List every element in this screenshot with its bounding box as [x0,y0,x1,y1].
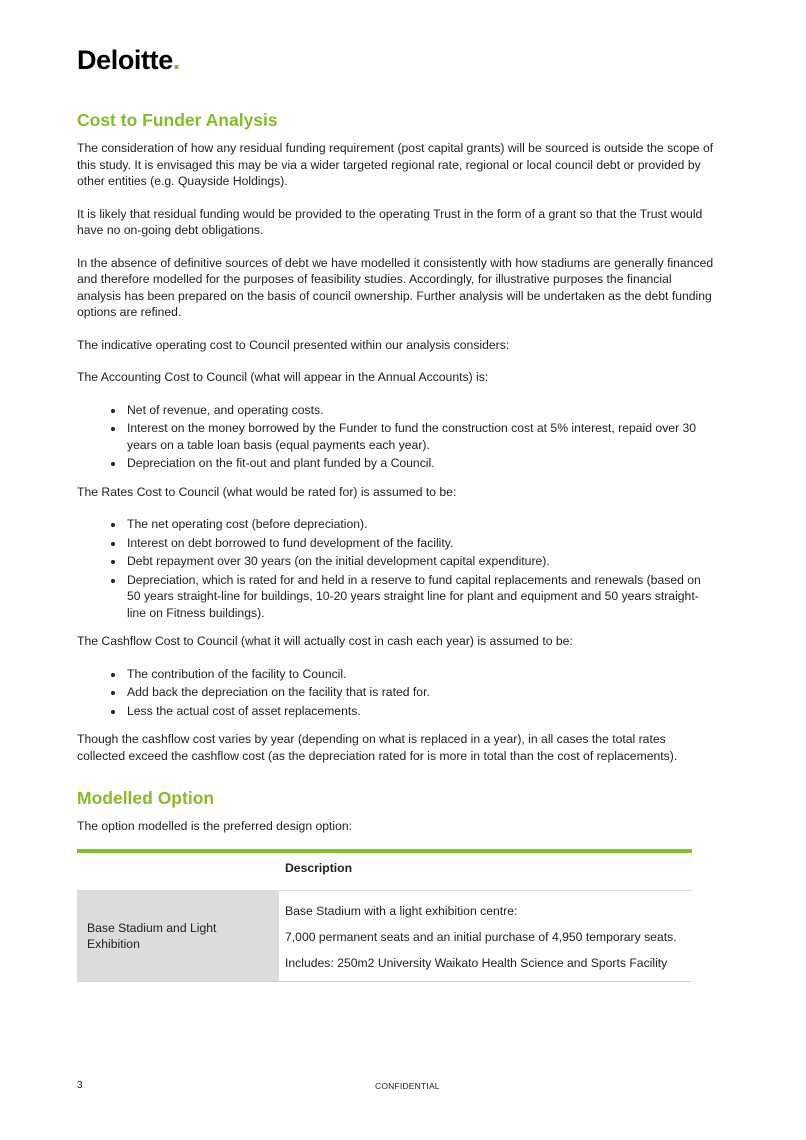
page-number: 3 [77,1080,83,1091]
modelled-option-intro: The option modelled is the preferred design option: [77,819,353,833]
cashflow-cost-intro: The Cashflow Cost to Council (what it will actually cost in cash each year) is assumed to be: [77,634,573,648]
closing-paragraph: Though the cashflow cost varies by year (depending on what is replaced in a year), in all cases the total rates collected exceed the cashflow cost (as the depreciation rated for is more in total than the cost of replacements). [77,732,678,763]
list-item: • Less the actual cost of asset replacements. [125,703,717,720]
header-description: Description [279,851,692,891]
paragraph: In the absence of definitive sources of debt we have modelled it consistently with how stadiums are generally financed and therefore modelled for the purposes of feasibility studies. Accordingly, for illustrative purposes the financial analysis has been prepared on the basis of council ownership. Further analysis will be undertaken as the debt funding options are refined. [77,255,714,319]
list-item: • Interest on the money borrowed by the Funder to fund the construction cost at 5% interest, repaid over 30 years on a table loan basis (equal payments each year). [125,420,717,453]
cashflow-cost-list [77,666,717,720]
table-header-row [77,851,692,891]
paragraph: The consideration of how any residual funding requirement (post capital grants) will be sourced is outside the scope of this study. It is envisaged this may be via a wider targeted regional rate, regional or local council debt or provided by other entities (e.g. Quayside Holdings). [77,141,714,188]
list-item: • The net operating cost (before depreciation). [125,516,717,533]
option-name-cell: Base Stadium and Light Exhibition [77,890,279,981]
accounting-cost-list [77,402,717,472]
description-line: Includes: 250m2 University Waikato Health Science and Sports Facility [285,955,668,970]
paragraph: It is likely that residual funding would be provided to the operating Trust in the form of a grant so that the Trust would have no on-going debt obligations. [77,206,703,237]
logo-dot: . [172,45,180,75]
list-item: • Interest on debt borrowed to fund development of the facility. [125,535,717,552]
list-item: • The contribution of the facility to Council. [125,666,717,683]
deloitte-logo [77,42,180,78]
description-line: 7,000 permanent seats and an initial purchase of 4,950 temporary seats. [285,929,677,944]
main-content [77,108,717,982]
list-item: • Depreciation, which is rated for and held in a reserve to fund capital replacements and renewals (based on 50 years straight-line for buildings, 10-20 years straight line for plant and equipment and 50 years straight-line on Fitness buildings). [125,572,717,622]
list-item: • Net of revenue, and operating costs. [125,402,717,419]
logo-text: Deloitte [77,45,173,75]
rates-cost-intro: The Rates Cost to Council (what would be rated for) is assumed to be: [77,484,457,499]
list-item: • Debt repayment over 30 years (on the initial development capital expenditure). [125,553,717,570]
modelled-option-table [77,849,692,982]
description-line: Base Stadium with a light exhibition centre: [285,903,518,918]
accounting-cost-intro: The Accounting Cost to Council (what will appear in the Annual Accounts) is: [77,370,489,384]
paragraph: The indicative operating cost to Council presented within our analysis considers: [77,337,510,352]
table-row [77,890,692,981]
section-title-modelled-option: Modelled Option [77,788,215,808]
option-description-cell [279,890,692,981]
confidential-label: CONFIDENTIAL [375,1081,440,1091]
section-title-cost-to-funder: Cost to Funder Analysis [77,110,278,130]
list-item: • Depreciation on the fit-out and plant funded by a Council. [125,455,717,472]
header-blank-cell [77,851,279,891]
rates-cost-list [77,516,717,621]
list-item: • Add back the depreciation on the facility that is rated for. [125,684,717,701]
